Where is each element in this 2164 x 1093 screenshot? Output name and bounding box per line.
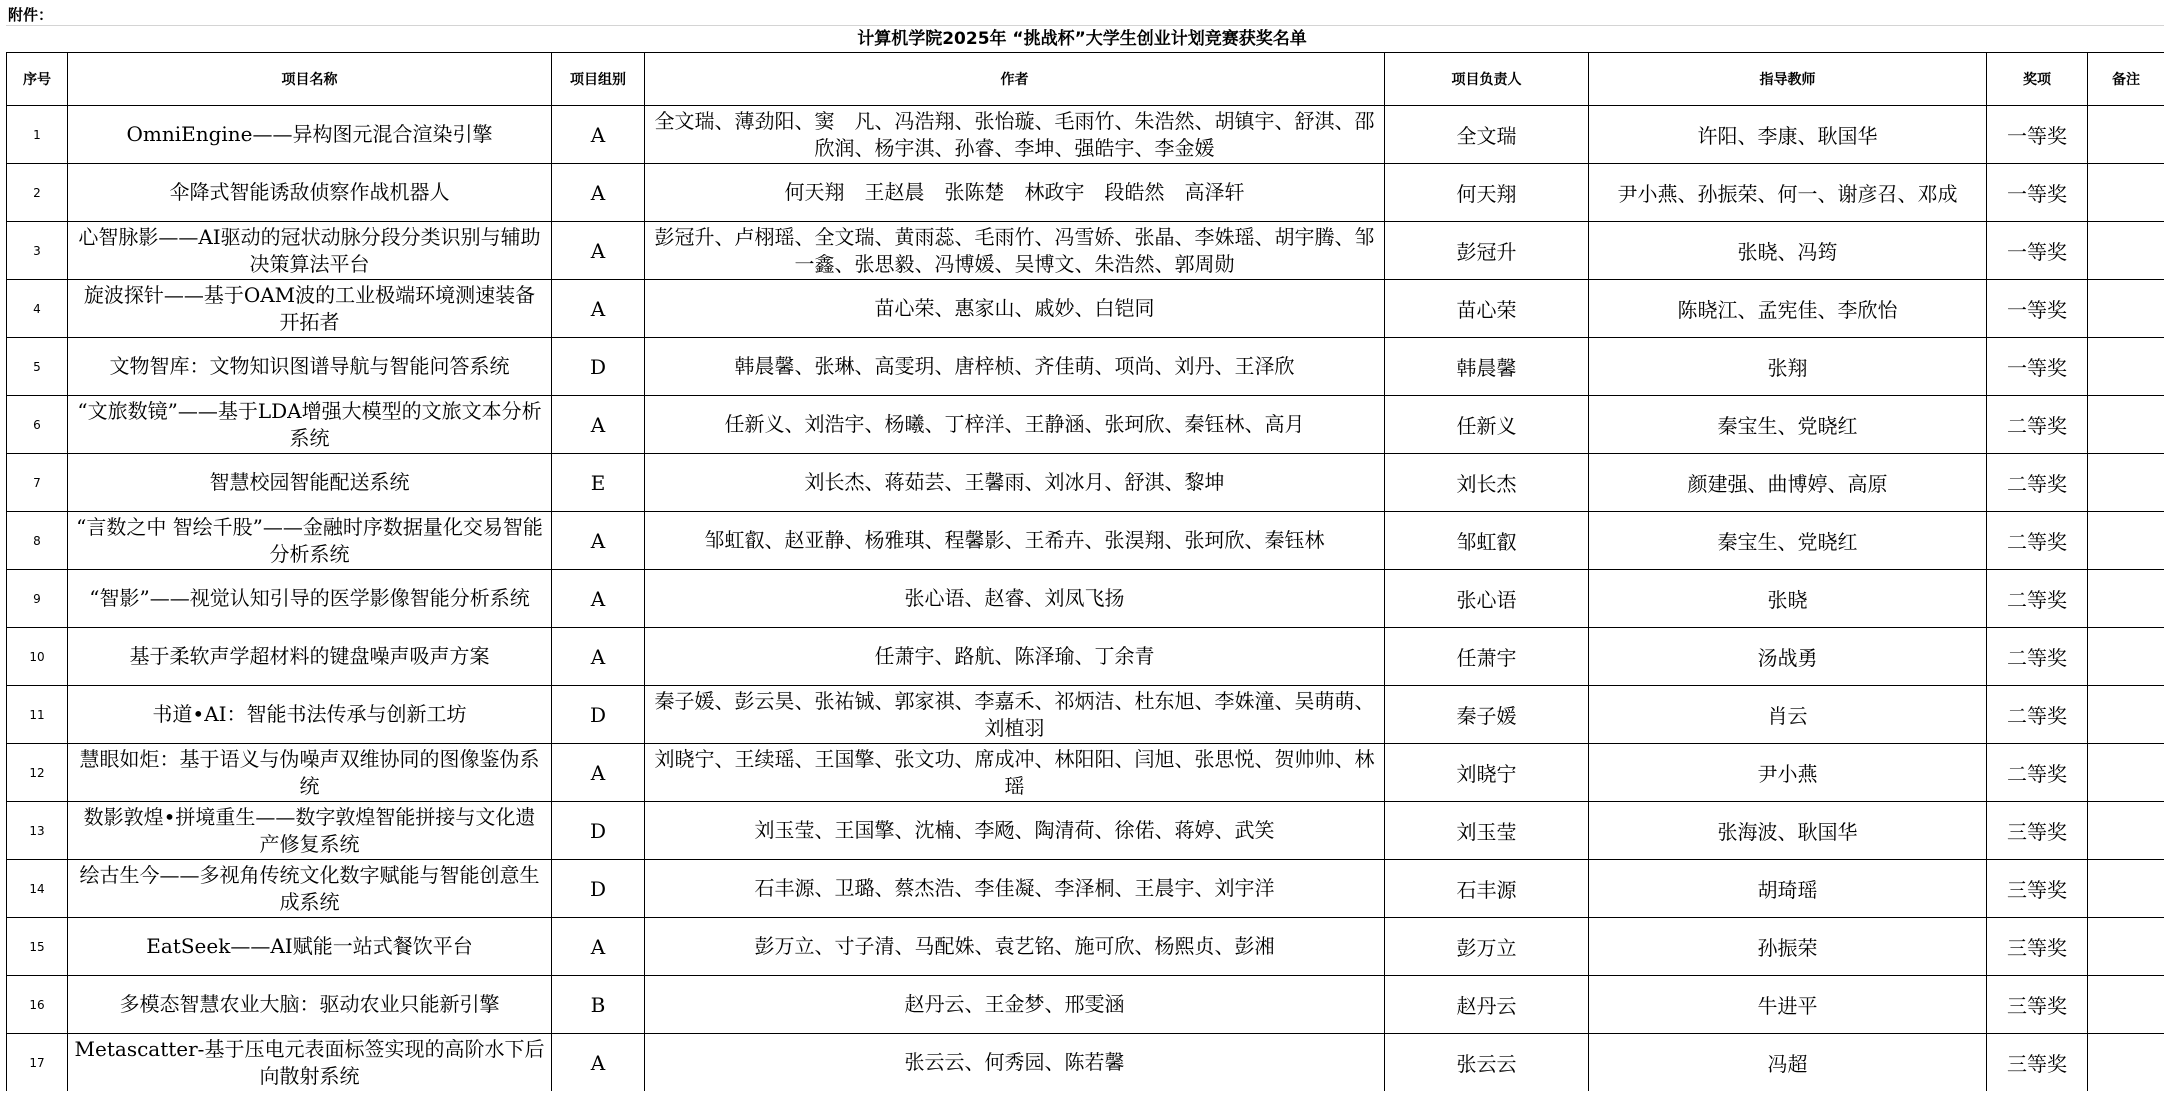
cell-leader[interactable]: 韩晨馨 (1385, 338, 1589, 396)
cell-leader[interactable]: 邹虹叡 (1385, 512, 1589, 570)
table-row (7, 860, 2164, 918)
cell-award[interactable]: 二等奖 (1987, 570, 2088, 628)
cell-leader[interactable]: 石丰源 (1385, 860, 1589, 918)
cell-project-name[interactable]: EatSeek——AI赋能一站式餐饮平台 (68, 918, 552, 976)
cell-group[interactable]: A (552, 570, 645, 628)
cell-project-name[interactable]: 多模态智慧农业大脑：驱动农业只能新引擎 (68, 976, 552, 1034)
table-row (7, 222, 2164, 280)
cell-authors[interactable]: 苗心荣、惠家山、戚妙、白铠同 (645, 280, 1385, 338)
cell-advisor[interactable]: 肖云 (1589, 686, 1987, 744)
cell-authors[interactable]: 石丰源、卫璐、蔡杰浩、李佳凝、李泽桐、王晨宇、刘宇洋 (645, 860, 1385, 918)
cell-award[interactable]: 三等奖 (1987, 802, 2088, 860)
cell-note[interactable] (2088, 860, 2164, 918)
header-no[interactable]: 序号 (7, 53, 68, 106)
cell-note[interactable] (2088, 918, 2164, 976)
cell-advisor[interactable]: 尹小燕、孙振荣、何一、谢彦召、邓成 (1589, 164, 1987, 222)
table-row (7, 106, 2164, 164)
cell-authors[interactable]: 邹虹叡、赵亚静、杨雅琪、程馨影、王希卉、张淏翔、张珂欣、秦钰林 (645, 512, 1385, 570)
cell-no[interactable]: 6 (7, 396, 68, 454)
table-row (7, 802, 2164, 860)
cell-authors[interactable]: 赵丹云、王金梦、邢雯涵 (645, 976, 1385, 1034)
cell-award[interactable]: 二等奖 (1987, 396, 2088, 454)
cell-authors[interactable]: 彭冠升、卢栩瑶、全文瑞、黄雨蕊、毛雨竹、冯雪娇、张晶、李姝瑶、胡宇腾、邹一鑫、张思毅、冯博媛、吴博文、朱浩然、郭周勋 (645, 222, 1385, 280)
cell-no[interactable]: 17 (7, 1034, 68, 1092)
cell-authors[interactable]: 刘长杰、蒋茹芸、王馨雨、刘冰月、舒淇、黎坤 (645, 454, 1385, 512)
cell-group[interactable]: A (552, 918, 645, 976)
cell-project-name[interactable]: 伞降式智能诱敌侦察作战机器人 (68, 164, 552, 222)
cell-advisor[interactable]: 张翔 (1589, 338, 1987, 396)
cell-note[interactable] (2088, 744, 2164, 802)
cell-award[interactable]: 一等奖 (1987, 164, 2088, 222)
cell-award[interactable]: 三等奖 (1987, 976, 2088, 1034)
cell-no[interactable]: 10 (7, 628, 68, 686)
table-row (7, 396, 2164, 454)
cell-note[interactable] (2088, 106, 2164, 164)
header-advisor[interactable]: 指导教师 (1589, 53, 1987, 106)
table-row (7, 570, 2164, 628)
cell-award[interactable]: 二等奖 (1987, 628, 2088, 686)
cell-group[interactable]: A (552, 744, 645, 802)
cell-note[interactable] (2088, 1034, 2164, 1092)
cell-note[interactable] (2088, 802, 2164, 860)
cell-note[interactable] (2088, 338, 2164, 396)
cell-authors[interactable]: 秦子媛、彭云昊、张祐铖、郭家祺、李嘉禾、祁炳洁、杜东旭、李姝潼、吴萌萌、刘植羽 (645, 686, 1385, 744)
cell-advisor[interactable]: 秦宝生、党晓红 (1589, 512, 1987, 570)
cell-leader[interactable]: 张心语 (1385, 570, 1589, 628)
cell-group[interactable]: A (552, 512, 645, 570)
cell-leader[interactable]: 任萧宇 (1385, 628, 1589, 686)
cell-note[interactable] (2088, 686, 2164, 744)
cell-no[interactable]: 8 (7, 512, 68, 570)
cell-no[interactable]: 16 (7, 976, 68, 1034)
header-group[interactable]: 项目组别 (552, 53, 645, 106)
cell-group[interactable]: A (552, 396, 645, 454)
cell-note[interactable] (2088, 454, 2164, 512)
cell-project-name[interactable]: 文物智库：文物知识图谱导航与智能问答系统 (68, 338, 552, 396)
cell-no[interactable]: 4 (7, 280, 68, 338)
awards-table (6, 52, 2164, 1091)
cell-no[interactable]: 15 (7, 918, 68, 976)
table-row (7, 454, 2164, 512)
cell-leader[interactable]: 任新义 (1385, 396, 1589, 454)
table-row (7, 628, 2164, 686)
cell-advisor[interactable]: 秦宝生、党晓红 (1589, 396, 1987, 454)
table-row (7, 976, 2164, 1034)
cell-note[interactable] (2088, 628, 2164, 686)
cell-leader[interactable]: 赵丹云 (1385, 976, 1589, 1034)
cell-project-name[interactable]: 心智脉影——AI驱动的冠状动脉分段分类识别与辅助决策算法平台 (68, 222, 552, 280)
cell-project-name[interactable]: 旋波探针——基于OAM波的工业极端环境测速装备开拓者 (68, 280, 552, 338)
cell-no[interactable]: 1 (7, 106, 68, 164)
cell-award[interactable]: 一等奖 (1987, 222, 2088, 280)
header-award[interactable]: 奖项 (1987, 53, 2088, 106)
top-divider (6, 25, 2164, 26)
cell-note[interactable] (2088, 222, 2164, 280)
cell-project-name[interactable]: OmniEngine——异构图元混合渲染引擎 (68, 106, 552, 164)
cell-no[interactable]: 2 (7, 164, 68, 222)
cell-note[interactable] (2088, 280, 2164, 338)
cell-project-name[interactable]: 智慧校园智能配送系统 (68, 454, 552, 512)
table-row (7, 1034, 2164, 1092)
cell-project-name[interactable]: “言数之中 智绘千股”——金融时序数据量化交易智能分析系统 (68, 512, 552, 570)
cell-award[interactable]: 一等奖 (1987, 338, 2088, 396)
cell-group[interactable]: A (552, 628, 645, 686)
cell-group[interactable]: A (552, 106, 645, 164)
cell-authors[interactable]: 刘晓宁、王续瑶、王国擎、张文功、席成冲、林阳阳、闫旭、张思悦、贺帅帅、林瑶 (645, 744, 1385, 802)
cell-authors[interactable]: 任萧宇、路航、陈泽瑜、丁余青 (645, 628, 1385, 686)
cell-award[interactable]: 三等奖 (1987, 860, 2088, 918)
table-row (7, 164, 2164, 222)
cell-leader[interactable]: 刘晓宁 (1385, 744, 1589, 802)
cell-advisor[interactable]: 牛进平 (1589, 976, 1987, 1034)
cell-group[interactable]: D (552, 686, 645, 744)
table-row (7, 338, 2164, 396)
cell-award[interactable]: 二等奖 (1987, 744, 2088, 802)
table-row (7, 280, 2164, 338)
cell-group[interactable]: D (552, 338, 645, 396)
cell-no[interactable]: 13 (7, 802, 68, 860)
cell-group[interactable]: E (552, 454, 645, 512)
cell-group[interactable]: D (552, 802, 645, 860)
cell-advisor[interactable]: 张晓、冯筠 (1589, 222, 1987, 280)
cell-advisor[interactable]: 尹小燕 (1589, 744, 1987, 802)
table-row (7, 744, 2164, 802)
cell-authors[interactable]: 张云云、何秀园、陈若馨 (645, 1034, 1385, 1092)
cell-group[interactable]: A (552, 164, 645, 222)
cell-authors[interactable]: 彭万立、寸子清、马配姝、袁艺铭、施可欣、杨熙贞、彭湘 (645, 918, 1385, 976)
cell-authors[interactable]: 何天翔 王赵晨 张陈楚 林政宇 段皓然 高泽轩 (645, 164, 1385, 222)
cell-authors[interactable]: 张心语、赵睿、刘凤飞扬 (645, 570, 1385, 628)
cell-leader[interactable]: 全文瑞 (1385, 106, 1589, 164)
cell-authors[interactable]: 韩晨馨、张琳、高雯玥、唐梓桢、齐佳萌、项尚、刘丹、王泽欣 (645, 338, 1385, 396)
cell-project-name[interactable]: “文旅数镜”——基于LDA增强大模型的文旅文本分析系统 (68, 396, 552, 454)
cell-project-name[interactable]: 基于柔软声学超材料的键盘噪声吸声方案 (68, 628, 552, 686)
cell-award[interactable]: 二等奖 (1987, 454, 2088, 512)
cell-project-name[interactable]: 书道•AI：智能书法传承与创新工坊 (68, 686, 552, 744)
header-authors[interactable]: 作者 (645, 53, 1385, 106)
cell-advisor[interactable]: 冯超 (1589, 1034, 1987, 1092)
cell-leader[interactable]: 何天翔 (1385, 164, 1589, 222)
cell-authors[interactable]: 全文瑞、薄劲阳、窦 凡、冯浩翔、张怡璇、毛雨竹、朱浩然、胡镇宇、舒淇、邵欣润、杨宇淇、孙睿、李坤、强皓宇、李金媛 (645, 106, 1385, 164)
cell-leader[interactable]: 彭冠升 (1385, 222, 1589, 280)
cell-no[interactable]: 11 (7, 686, 68, 744)
cell-award[interactable]: 一等奖 (1987, 280, 2088, 338)
header-note[interactable]: 备注 (2088, 53, 2164, 106)
cell-leader[interactable]: 彭万立 (1385, 918, 1589, 976)
cell-award[interactable]: 三等奖 (1987, 1034, 2088, 1092)
cell-group[interactable]: A (552, 222, 645, 280)
cell-group[interactable]: B (552, 976, 645, 1034)
cell-advisor[interactable]: 张海波、耿国华 (1589, 802, 1987, 860)
cell-leader[interactable]: 张云云 (1385, 1034, 1589, 1092)
cell-award[interactable]: 二等奖 (1987, 686, 2088, 744)
header-project-name[interactable]: 项目名称 (68, 53, 552, 106)
cell-no[interactable]: 12 (7, 744, 68, 802)
table-header-row (7, 53, 2164, 106)
cell-award[interactable]: 二等奖 (1987, 512, 2088, 570)
table-row (7, 512, 2164, 570)
cell-no[interactable]: 3 (7, 222, 68, 280)
cell-award[interactable]: 一等奖 (1987, 106, 2088, 164)
cell-project-name[interactable]: 慧眼如炬：基于语义与伪噪声双维协同的图像鉴伪系统 (68, 744, 552, 802)
cell-leader[interactable]: 刘长杰 (1385, 454, 1589, 512)
cell-advisor[interactable]: 颜建强、曲博婷、高原 (1589, 454, 1987, 512)
cell-project-name[interactable]: Metascatter-基于压电元表面标签实现的高阶水下后向散射系统 (68, 1034, 552, 1092)
cell-note[interactable] (2088, 570, 2164, 628)
cell-advisor[interactable]: 张晓 (1589, 570, 1987, 628)
cell-note[interactable] (2088, 512, 2164, 570)
cell-advisor[interactable]: 陈晓江、孟宪佳、李欣怡 (1589, 280, 1987, 338)
attachment-label: 附件： (8, 6, 54, 24)
cell-leader[interactable]: 刘玉莹 (1385, 802, 1589, 860)
cell-no[interactable]: 7 (7, 454, 68, 512)
cell-award[interactable]: 三等奖 (1987, 918, 2088, 976)
cell-no[interactable]: 5 (7, 338, 68, 396)
table-body (7, 106, 2164, 1092)
table-row (7, 918, 2164, 976)
cell-advisor[interactable]: 胡琦瑶 (1589, 860, 1987, 918)
table-row (7, 686, 2164, 744)
cell-advisor[interactable]: 汤战勇 (1589, 628, 1987, 686)
cell-no[interactable]: 14 (7, 860, 68, 918)
cell-advisor[interactable]: 许阳、李康、耿国华 (1589, 106, 1987, 164)
cell-group[interactable]: A (552, 280, 645, 338)
document-title: 计算机学院2025年 “挑战杯”大学生创业计划竞赛获奖名单 (857, 29, 1307, 49)
cell-group[interactable]: A (552, 1034, 645, 1092)
header-leader[interactable]: 项目负责人 (1385, 53, 1589, 106)
cell-project-name[interactable]: “智影”——视觉认知引导的医学影像智能分析系统 (68, 570, 552, 628)
cell-note[interactable] (2088, 396, 2164, 454)
cell-no[interactable]: 9 (7, 570, 68, 628)
cell-authors[interactable]: 任新义、刘浩宇、杨曦、丁梓洋、王静涵、张珂欣、秦钰林、高月 (645, 396, 1385, 454)
cell-authors[interactable]: 刘玉莹、王国擎、沈楠、李飏、陶清荷、徐偌、蒋婷、武笑 (645, 802, 1385, 860)
cell-note[interactable] (2088, 976, 2164, 1034)
cell-project-name[interactable]: 数影敦煌•拼境重生——数字敦煌智能拼接与文化遗产修复系统 (68, 802, 552, 860)
cell-note[interactable] (2088, 164, 2164, 222)
cell-project-name[interactable]: 绘古生今——多视角传统文化数字赋能与智能创意生成系统 (68, 860, 552, 918)
cell-leader[interactable]: 秦子媛 (1385, 686, 1589, 744)
cell-advisor[interactable]: 孙振荣 (1589, 918, 1987, 976)
cell-leader[interactable]: 苗心荣 (1385, 280, 1589, 338)
cell-group[interactable]: D (552, 860, 645, 918)
